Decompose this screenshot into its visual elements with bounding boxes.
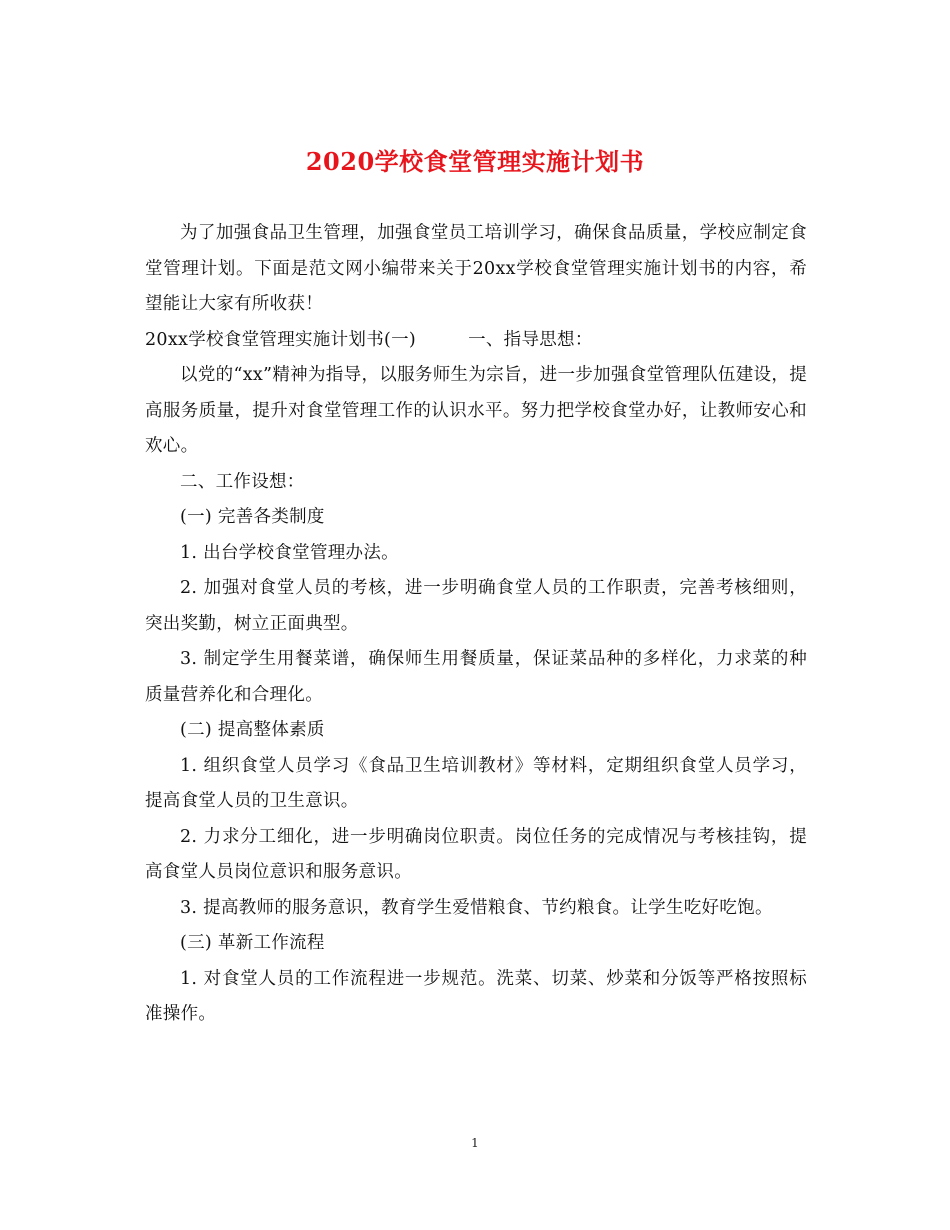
sub2-heading: (二) 提高整体素质 [180,720,325,740]
page-number: 1 [471,1136,479,1150]
sub1-heading: (一) 完善各类制度 [180,507,325,527]
plan-heading: 20xx学校食堂管理实施计划书(一) [145,329,417,350]
sub3-heading: (三) 革新工作流程 [180,933,325,953]
sub2-item: 3. 提高教师的服务意识，教育学生爱惜粮食、节约粮食。让学生吃好吃饱。 [180,897,773,918]
sub1-item: 2. 加强对食堂人员的考核，进一步明确食堂人员的工作职责，完善考核细则，突出奖勤，树立正面典型。 [145,578,807,634]
sub2-item: 1. 组织食堂人员学习《食品卫生培训教材》等材料，定期组织食堂人员学习，提高食堂人员的卫生意识。 [145,755,807,811]
section2-heading: 二、工作设想： [180,471,305,492]
sub1-item: 1. 出台学校食堂管理办法。 [180,542,399,563]
sub1-item: 3. 制定学生用餐菜谱，确保师生用餐质量，保证菜品种的多样化，力求菜的种质量营养化和合理化。 [145,649,807,705]
sub2-item: 2. 力求分工细化，进一步明确岗位职责。岗位任务的完成情况与考核挂钩，提高食堂人员岗位意识和服务意识。 [145,826,807,882]
document-body [145,216,807,1033]
sub3-item: 1. 对食堂人员的工作流程进一步规范。洗菜、切菜、炒菜和分饭等严格按照标准操作。 [145,968,807,1024]
intro-paragraph: 为了加强食品卫生管理，加强食堂员工培训学习，确保食品质量，学校应制定食堂管理计划。下面是范文网小编带来关于20xx学校食堂管理实施计划书的内容，希望能让大家有所收获！ [145,223,807,314]
section1-paragraph: 以党的“xx”精神为指导，以服务师生为宗旨，进一步加强食堂管理队伍建设，提高服务质量，提升对食堂管理工作的认识水平。努力把学校食堂办好，让教师安心和欢心。 [145,365,807,456]
plan-heading-line [145,323,807,359]
section1-heading: 一、指导思想： [468,329,593,350]
document-title: 2020学校食堂管理实施计划书 [305,147,645,176]
